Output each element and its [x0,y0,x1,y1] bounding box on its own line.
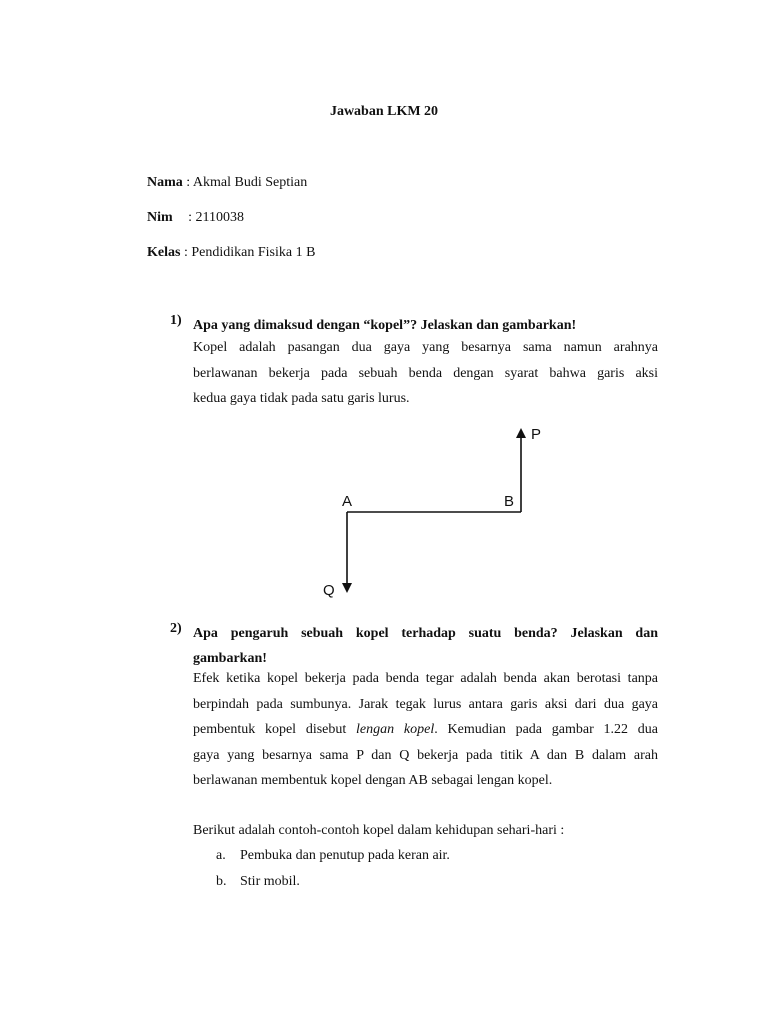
answer-2-line: berpindah pada sumbunya. Jarak tegak lurus antara garis aksi dari dua gaya [193,696,658,712]
name-label: Nama [147,175,183,190]
question-2-text-line: Apa pengaruh sebuah kopel terhadap suatu benda? Jelaskan dan [193,626,658,641]
name-value: : Akmal Budi Septian [186,175,308,190]
couple-diagram [300,420,580,600]
answer-2-line: gaya yang besarnya sama P dan Q bekerja pada titik A dan B dalam arah [193,747,658,763]
answer-1-line: berlawanan bekerja pada sebuah benda dengan syarat bahwa garis aksi [193,365,658,381]
list-item [216,869,450,895]
name-row [147,175,307,191]
lever-arm-term: lengan kopel [356,722,435,737]
list-item-text: Pembuka dan penutup pada keran air. [240,848,450,863]
examples-list [216,843,450,895]
answer-2-line-end: . Kemudian pada gambar 1.22 dua [434,722,658,737]
answer-2-line-start: pembentuk kopel disebut [193,722,357,737]
answer-1-line: kedua gaya tidak pada satu garis lurus. [193,391,410,406]
force-q-label: Q [323,582,335,599]
list-item-label: b. [216,874,227,889]
answer-2 [193,666,658,794]
force-q-arrowhead [342,583,352,593]
list-item-label: a. [216,848,226,863]
nim-value: : 2110038 [188,210,245,225]
list-item [216,843,450,869]
list-item-text: Stir mobil. [240,874,300,889]
question-1-text: Apa yang dimaksud dengan “kopel”? Jelaskan dan gambarkan! [193,318,577,333]
question-2 [193,621,658,671]
force-p-arrowhead [516,428,526,438]
class-label: Kelas [147,245,181,260]
answer-2-line: Efek ketika kopel bekerja pada benda tegar adalah benda akan berotasi tanpa [193,671,658,686]
force-p-label: P [531,426,542,443]
answer-1 [193,335,658,412]
point-a-label: A [342,493,353,510]
answer-2-line: berlawanan membentuk kopel dengan AB sebagai lengan kopel. [193,773,553,788]
nim-label: Nim [147,210,173,225]
question-2-number: 2) [170,621,182,636]
nim-row [147,210,244,226]
examples-intro: Berikut adalah contoh-contoh kopel dalam kehidupan sehari-hari : [193,823,565,838]
point-b-label: B [504,493,515,510]
answer-1-line: Kopel adalah pasangan dua gaya yang besarnya sama namun arahnya [193,340,658,355]
class-row [147,245,315,261]
question-1-number: 1) [170,313,182,328]
answer-2-line [193,717,658,743]
question-2-text-line: gambarkan! [193,651,267,666]
class-value: : Pendidikan Fisika 1 B [183,245,316,260]
document-title: Jawaban LKM 20 [329,104,439,119]
